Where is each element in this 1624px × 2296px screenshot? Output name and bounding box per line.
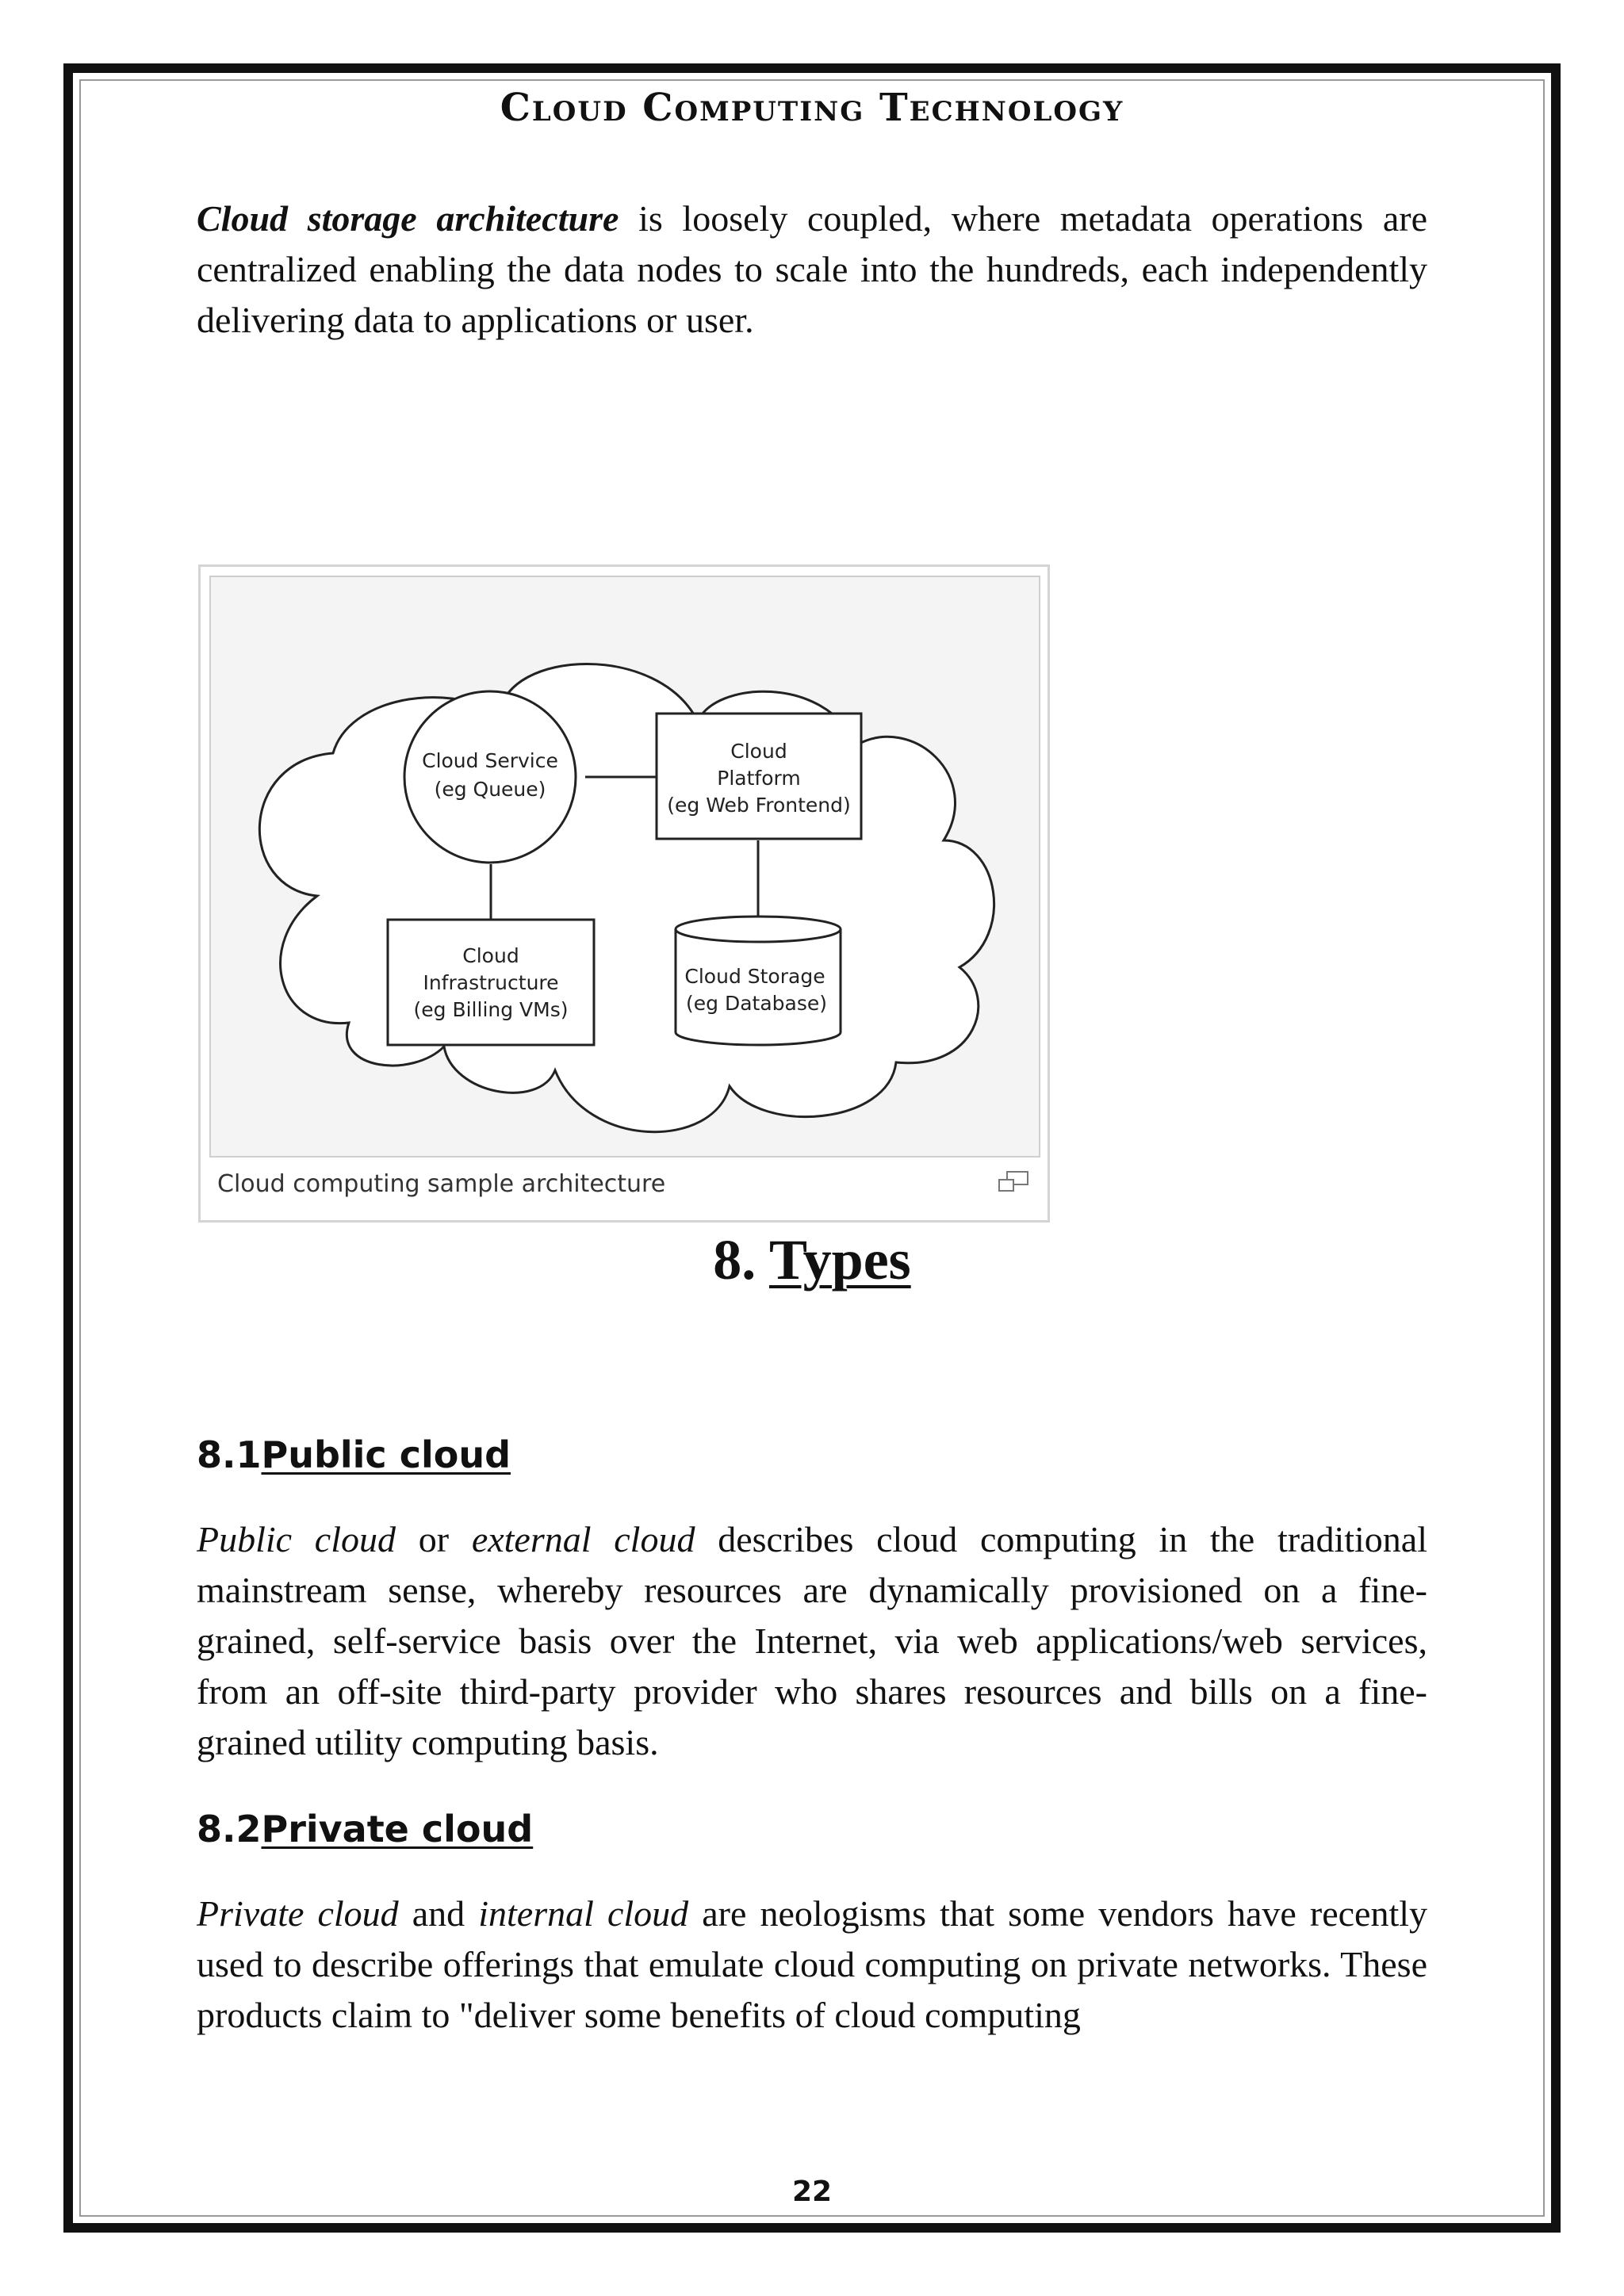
paragraph-term: internal cloud xyxy=(478,1893,689,1934)
cloud-service-label-2: (eg Queue) xyxy=(434,778,546,801)
paragraph-term: Private cloud xyxy=(197,1893,399,1934)
cloud-infrastructure-label-2: Infrastructure xyxy=(423,971,559,994)
chapter-heading xyxy=(0,1227,1624,1293)
paragraph-term: Public cloud xyxy=(197,1519,396,1559)
enlarge-icon[interactable] xyxy=(998,1170,1029,1194)
cloud-storage-node-top xyxy=(676,916,841,942)
paragraph-term: external cloud xyxy=(471,1519,695,1559)
cloud-storage-label-1: Cloud Storage xyxy=(684,965,825,988)
cloud-platform-label-1: Cloud xyxy=(730,740,787,763)
figure-caption: Cloud computing sample architecture xyxy=(217,1170,666,1198)
cloud-storage-label-2: (eg Database) xyxy=(686,992,827,1015)
section-title: Public cloud xyxy=(261,1433,511,1476)
running-header: Cloud Computing Technology xyxy=(500,86,1124,130)
section-title: Private cloud xyxy=(261,1808,534,1850)
page-number: 22 xyxy=(791,2175,833,2208)
paragraph-conjunction: or xyxy=(396,1519,472,1559)
cloud-infrastructure-label-1: Cloud xyxy=(462,944,519,967)
cloud-outline xyxy=(259,664,994,1132)
cloud-platform-label-2: Platform xyxy=(717,767,801,790)
section-number: 8.2 xyxy=(197,1808,262,1850)
section-heading-private-cloud xyxy=(197,1808,533,1850)
cloud-service-label-1: Cloud Service xyxy=(422,749,558,772)
public-cloud-paragraph xyxy=(197,1514,1427,1768)
section-heading-public-cloud xyxy=(197,1433,511,1476)
paragraph-conjunction: and xyxy=(398,1893,479,1934)
cloud-service-node xyxy=(404,691,576,863)
intro-term: Cloud storage architecture xyxy=(197,198,619,239)
chapter-title: Types xyxy=(769,1228,911,1292)
cloud-platform-label-3: (eg Web Frontend) xyxy=(667,794,851,817)
chapter-number: 8. xyxy=(713,1228,756,1292)
paragraph-text: describes cloud computing in the traditional mainstream sense, whereby resources are dynamically provisioned on a fine-grained, self-service basis over the Internet, via web applications/web services, from an off-site third-party provider who shares resources and bills on a fine-grained utility computing basis. xyxy=(197,1519,1428,1762)
private-cloud-paragraph xyxy=(197,1888,1427,2041)
section-number: 8.1 xyxy=(197,1433,262,1476)
paragraph-text: are neologisms that some vendors have recently used to describe offerings that emulate cloud computing on private networks. These products claim to "deliver some benefits of cloud computing xyxy=(197,1893,1428,2035)
cloud-infrastructure-label-3: (eg Billing VMs) xyxy=(413,998,569,1021)
intro-text: is loosely coupled, where metadata operations are centralized enabling the data nodes to scale into the hundreds, each independently delivering data to applications or user. xyxy=(197,198,1427,340)
